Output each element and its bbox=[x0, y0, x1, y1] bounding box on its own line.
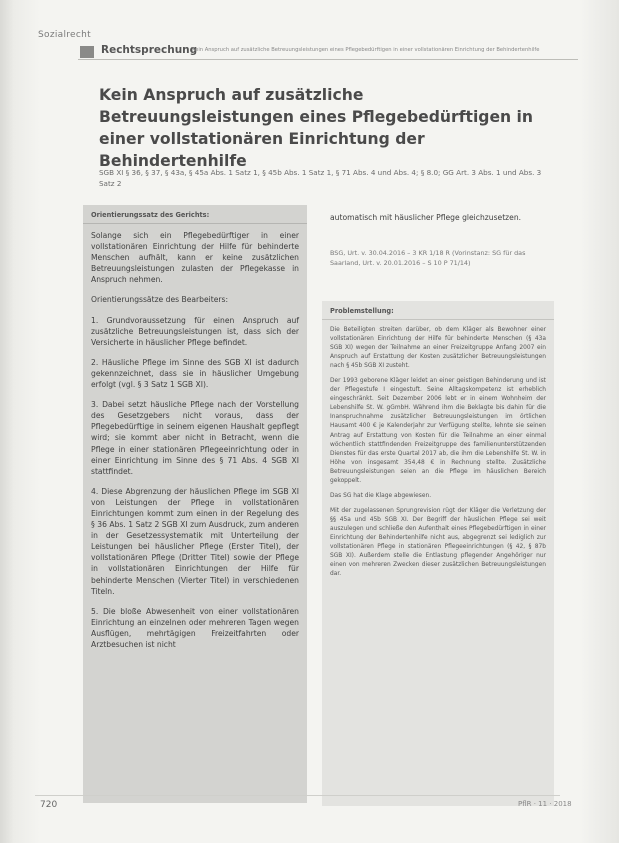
orientation-paragraph: 4. Diese Abgrenzung der häuslichen Pflege im SGB XI von Leistungen der Pflege in vollstationären Einrichtungen kommt zum einen in der Regelung des § 36 Abs. 1 Satz 2 SGB XI zum Ausdruck, zum anderen in der Gesetzessystematik mit Unterteilung der Leistungen bei häuslicher Pflege (Erster Titel), der vollstationären Pflege (Dritter Titel) sowie der Pflege in vollstationären Einrichtungen der Hilfe für behinderte Menschen (Vierter Titel) in verschiedenen Titeln. bbox=[91, 486, 299, 596]
problem-box bbox=[322, 301, 554, 806]
problem-heading: Problemstellung: bbox=[322, 301, 554, 320]
problem-paragraph: Der 1993 geborene Kläger leidet an einer geistigen Behinderung und ist der Pflegestufe I eingestuft. Seine Alltagskompetenz ist erheblich eingeschränkt. Seit Dezember 2006 lebt er in einem Wohnheim der Lebenshilfe St. W. gGmbH. Während ihm die Beklagte bis dahin für die Inanspruchnahme zusätzlicher Betreuungsleistungen im örtlichen Hausamt 400 € je Kalenderjahr zur Verfügung stellte, lehnte sie seinen Antrag auf Erstattung von Kosten für die Teilnahme an einer einmal wöchentlich stattfindenden Freizeitgruppe des familienunterstützenden Dienstes für das erste Quartal 2017 ab, die ihm die Lebenshilfe St. W. in Höhe von insgesamt 354,48 € in Rechnung stellte. Zusätzliche Betreuungsleistungen seien an die Pflege im häuslichen Bereich gekoppelt. bbox=[330, 378, 546, 484]
problem-body bbox=[322, 320, 554, 579]
section-tag: Sozialrecht bbox=[38, 30, 91, 40]
orientation-subheading: Orientierungssätze des Bearbeiters: bbox=[91, 295, 229, 305]
header-subtitle: Kein Anspruch auf zusätzliche Betreuungsleistungen eines Pflegebedürftigen in einer vollstationären Einrichtung der Behindertenhilfe bbox=[192, 47, 540, 53]
header-square-icon bbox=[80, 46, 94, 58]
problem-paragraph: Das SG hat die Klage abgewiesen. bbox=[330, 492, 432, 499]
orientation-body bbox=[83, 224, 307, 650]
orientation-paragraph: 1. Grundvoraussetzung für einen Anspruch auf zusätzliche Betreuungsleistungen ist, dass sich der Versicherte in häuslicher Pflege befindet. bbox=[91, 315, 299, 347]
problem-paragraph: Die Beteiligten streiten darüber, ob dem Kläger als Bewohner einer vollstationären Einrichtung der Hilfe für behinderte Menschen (§ 43a SGB XI) wegen der Teilnahme an einer Freizeitgruppe Anfang 2007 ein Anspruch auf Erstattung der Kosten zusätzlicher Betreuungsleistungen nach § 45b SGB XI zusteht. bbox=[330, 327, 546, 370]
orientation-box bbox=[83, 205, 307, 803]
orientation-continuation: automatisch mit häuslicher Pflege gleichzusetzen. bbox=[330, 213, 522, 222]
orientation-paragraph: 5. Die bloße Abwesenheit von einer vollstationären Einrichtung an einzelnen oder mehreren Tagen wegen Ausflügen, mehrtägigen Freizeitfahrten oder Arztbesuchen ist nicht bbox=[91, 606, 299, 649]
journal-reference: PflR · 11 · 2018 bbox=[518, 800, 572, 808]
court-citation: BSG, Urt. v. 30.04.2016 – 3 KR 1/18 R (Vorinstanz: SG für das Saarland, Urt. v. 20.01.2016 – S 10 P 71/14) bbox=[330, 249, 526, 267]
article-norms: SGB XI § 36, § 37, § 43a, § 45a Abs. 1 Satz 1, § 45b Abs. 1 Satz 1, § 71 Abs. 4 und Abs. 4; § 8.0; GG Art. 3 Abs. 1 und Abs. 3 Satz 2 bbox=[99, 168, 542, 188]
orientation-paragraph: 2. Häusliche Pflege im Sinne des SGB XI ist dadurch gekennzeichnet, dass sie in häuslicher Umgebung erfolgt (vgl. § 3 Satz 1 SGB XI). bbox=[91, 357, 299, 390]
header-label: Rechtsprechung bbox=[101, 44, 198, 56]
orientation-heading: Orientierungssatz des Gerichts: bbox=[83, 205, 307, 224]
problem-paragraph: Mit der zugelassenen Sprungrevision rügt der Kläger die Verletzung der §§ 45a und 45b SGB XI. Der Begriff der häuslichen Pflege sei weit auszulegen und schließe den Aufenthalt eines Pflegebedürftigen in einer Einrichtung der Behindertenhilfe nicht aus, abgegrenzt sei lediglich zur vollstationären Pflege in stationären Pflegeeinrichtungen (§ 42, § 87b SGB XI). Außerdem stelle die Entlastung pflegender Angehöriger nur einen von mehreren Zwecken dieser zusätzlichen Betreuungsleistungen dar. bbox=[330, 507, 546, 578]
page-number: 720 bbox=[40, 800, 58, 810]
article-title: Kein Anspruch auf zusätzliche Betreuungsleistungen eines Pflegebedürftigen in einer vollstationären Einrichtung der Behindertenhilfe bbox=[99, 86, 534, 170]
orientation-paragraph: 3. Dabei setzt häusliche Pflege nach der Vorstellung des Gesetzgebers nicht voraus, dass der Pflegebedürftige in seinem eigenen Haushalt gepflegt wird; sie kommt aber nicht in Betracht, wenn die Pflege in einer stationären Pflegeeinrichtung oder in einer Einrichtung im Sinne des § 71 Abs. 4 SGB XI stattfindet. bbox=[91, 400, 299, 476]
orientation-paragraph: Solange sich ein Pflegebedürftiger in einer vollstationären Einrichtung der Hilfe für behinderte Menschen aufhält, kann er keine zusätzlichen Betreuungsleistungen zulasten der Pflegekasse in Anspruch nehmen. bbox=[91, 231, 299, 285]
footer-rule bbox=[35, 795, 560, 796]
